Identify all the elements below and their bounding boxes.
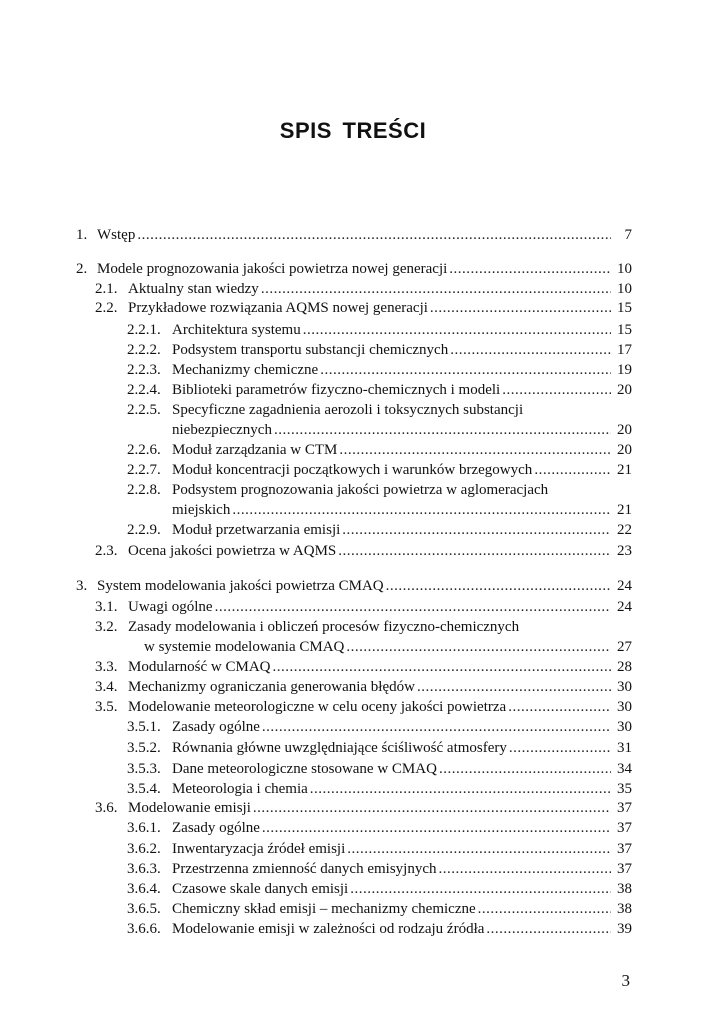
toc-entry-page: 38 [617, 881, 632, 897]
toc-entry-title: Wstęp [97, 227, 136, 243]
toc-entry[interactable] [172, 360, 632, 380]
toc-entry-number: 2.2.5. [127, 402, 161, 418]
toc-entry-title: Podsystem transportu substancji chemicznych [172, 342, 449, 358]
toc-entry-number: 3.5.2. [127, 740, 161, 756]
toc-entry-title: Inwentaryzacja źródeł emisji [172, 841, 346, 857]
toc-entry[interactable] [128, 657, 632, 677]
toc-entry[interactable] [97, 259, 632, 279]
toc-entry-number: 2.1. [95, 281, 118, 297]
toc-entry[interactable] [172, 717, 632, 737]
toc-entry-title: Równania główne uwzględniające ściśliwość atmosfery [172, 740, 507, 756]
toc-entry-page: 20 [617, 382, 632, 398]
toc-entry-page: 17 [617, 342, 632, 358]
toc-entry-title: Modelowanie emisji [128, 800, 251, 816]
toc-entry-page: 28 [617, 659, 632, 675]
toc-entry-title: Modele prognozowania jakości powietrza nowej generacji [97, 261, 448, 277]
toc-entry-number: 2. [76, 261, 88, 277]
toc-entry-title: Zasady ogólne [172, 820, 260, 836]
dot-leader [350, 879, 611, 899]
toc-entry-title: Dane meteorologiczne stosowane w CMAQ [172, 761, 437, 777]
toc-entry[interactable] [172, 859, 632, 879]
page-number: 3 [621, 971, 630, 990]
toc-entry-page: 24 [617, 599, 632, 615]
toc-entry-number: 3.4. [95, 679, 118, 695]
dot-leader [449, 259, 611, 279]
toc-entry-page: 30 [617, 679, 632, 695]
toc-entry[interactable] [128, 697, 632, 717]
toc-entry-page: 23 [617, 543, 632, 559]
toc-entry-page: 35 [617, 781, 632, 797]
dot-leader [303, 320, 611, 340]
toc-entry-title: Moduł przetwarzania emisji [172, 522, 341, 538]
dot-leader [502, 380, 611, 400]
toc-entry-title: Modelowanie meteorologiczne w celu oceny jakości powietrza [128, 699, 507, 715]
toc-entry[interactable] [144, 637, 632, 657]
toc-entry-title: Modularność w CMAQ [128, 659, 271, 675]
toc-entry[interactable] [128, 279, 632, 299]
dot-leader [450, 340, 611, 360]
toc-entry-title: Meteorologia i chemia [172, 781, 308, 797]
toc-entry-page: 20 [617, 422, 632, 438]
toc-entry-title: Mechanizmy chemiczne [172, 362, 319, 378]
toc-entry-title-continued: miejskich [172, 502, 231, 518]
toc-entry-title-continued: w systemie modelowania CMAQ [144, 639, 345, 655]
toc-entry[interactable] [172, 460, 632, 480]
toc-entry-title: Chemiczny skład emisji – mechanizmy chemiczne [172, 901, 476, 917]
toc-entry-page: 30 [617, 719, 632, 735]
toc-entry-title: Podsystem prognozowania jakości powietrza w aglomeracjach [172, 482, 549, 498]
dot-leader [137, 225, 611, 245]
dot-leader [339, 440, 611, 460]
toc-entry-number: 3.2. [95, 619, 118, 635]
toc-entry[interactable] [128, 541, 632, 561]
toc-entry[interactable] [172, 520, 632, 540]
toc-entry-page: 27 [617, 639, 632, 655]
dot-leader [261, 279, 611, 299]
toc-entry-title: Specyficzne zagadnienia aerozoli i toksycznych substancji [172, 402, 524, 418]
toc-entry-page: 21 [617, 462, 632, 478]
toc-entry[interactable] [172, 738, 632, 758]
toc-entry-number: 2.2.1. [127, 322, 161, 338]
toc-entry-page: 37 [617, 861, 632, 877]
toc-entry-number: 3.6.5. [127, 901, 161, 917]
toc-entry-number: 2.2. [95, 300, 118, 316]
toc-entry-page: 15 [617, 322, 632, 338]
dot-leader [342, 520, 611, 540]
toc-entry-title: Modelowanie emisji w zależności od rodzaju źródła [172, 921, 485, 937]
toc-entry[interactable] [172, 779, 632, 799]
toc-entry[interactable] [172, 839, 632, 859]
toc-entry-title-continued: niebezpiecznych [172, 422, 272, 438]
toc-entry[interactable] [172, 320, 632, 340]
toc-entry-page: 37 [617, 800, 632, 816]
toc-entry-title: Uwagi ogólne [128, 599, 213, 615]
toc-entry-number: 3.5. [95, 699, 118, 715]
dot-leader [338, 541, 611, 561]
dot-leader [478, 899, 611, 919]
toc-entry-number: 2.2.6. [127, 442, 161, 458]
dot-leader [430, 298, 611, 318]
toc-entry-line1 [172, 400, 632, 420]
toc-entry[interactable] [97, 225, 632, 245]
dot-leader [262, 818, 611, 838]
dot-leader [439, 859, 612, 879]
dot-leader [386, 576, 611, 596]
toc-entry[interactable] [97, 576, 632, 596]
toc-entry[interactable] [128, 298, 632, 318]
toc-entry-number: 2.2.7. [127, 462, 161, 478]
toc-entry-number: 2.2.9. [127, 522, 161, 538]
toc-entry-number: 2.3. [95, 543, 118, 559]
dot-leader [486, 919, 611, 939]
toc-entry[interactable] [172, 340, 632, 360]
toc-entry-title: Przykładowe rozwiązania AQMS nowej generacji [128, 300, 428, 316]
dot-leader [253, 798, 611, 818]
toc-entry-number: 3. [76, 578, 88, 594]
toc-entry-number: 3.6.3. [127, 861, 161, 877]
toc-entry-number: 2.2.8. [127, 482, 161, 498]
dot-leader [534, 460, 611, 480]
toc-entry-number: 3.6. [95, 800, 118, 816]
toc-entry-title: Mechanizmy ograniczania generowania błędów [128, 679, 415, 695]
toc-entry-title: Czasowe skale danych emisji [172, 881, 349, 897]
toc-entry-title: System modelowania jakości powietrza CMAQ [97, 578, 384, 594]
dot-leader [215, 597, 611, 617]
toc-entry-line1 [128, 617, 632, 637]
toc-entry-number: 2.2.4. [127, 382, 161, 398]
toc-entry-number: 3.6.6. [127, 921, 161, 937]
toc-entry[interactable] [172, 380, 632, 400]
toc-entry[interactable] [172, 818, 632, 838]
toc-entry-page: 34 [617, 761, 632, 777]
toc-entry-number: 3.6.4. [127, 881, 161, 897]
toc-entry[interactable] [172, 440, 632, 460]
toc-entry-page: 20 [617, 442, 632, 458]
toc-entry-title: Moduł zarządzania w CTM [172, 442, 338, 458]
toc-entry-page: 30 [617, 699, 632, 715]
toc-entry-page: 15 [617, 300, 632, 316]
toc-entry[interactable] [172, 919, 632, 939]
dot-leader [310, 779, 611, 799]
toc-entry-number: 3.3. [95, 659, 118, 675]
dot-leader [417, 677, 611, 697]
toc-entry-title: Zasady modelowania i obliczeń procesów fizyczno-chemicznych [128, 619, 520, 635]
dot-leader [274, 420, 611, 440]
toc-entry[interactable] [128, 798, 632, 818]
toc-entry-number: 3.5.1. [127, 719, 161, 735]
toc-entry-page: 39 [617, 921, 632, 937]
toc-entry-number: 2.2.2. [127, 342, 161, 358]
toc-entry-page: 31 [617, 740, 632, 756]
dot-leader [509, 738, 611, 758]
toc-entry[interactable] [128, 597, 632, 617]
toc-entry-title: Zasady ogólne [172, 719, 260, 735]
toc-entry-title: Ocena jakości powietrza w AQMS [128, 543, 337, 559]
toc-entry-number: 3.5.3. [127, 761, 161, 777]
toc-entry-number: 3.1. [95, 599, 118, 615]
toc-entry-title: Aktualny stan wiedzy [128, 281, 259, 297]
dot-leader [232, 500, 611, 520]
toc-entry-page: 10 [617, 281, 632, 297]
page-title: SPIS TREŚCI [279, 118, 427, 143]
toc-entry-number: 3.6.2. [127, 841, 161, 857]
toc-entry-number: 3.5.4. [127, 781, 161, 797]
toc-entry[interactable] [172, 500, 632, 520]
toc-entry-page: 7 [624, 227, 632, 243]
dot-leader [439, 759, 611, 779]
toc-entry-line1 [172, 480, 632, 500]
toc-entry-page: 21 [617, 502, 632, 518]
toc-entry-page: 22 [617, 522, 632, 538]
toc-entry[interactable] [172, 759, 632, 779]
toc-entry[interactable] [172, 879, 632, 899]
dot-leader [320, 360, 611, 380]
toc-entry-number: 3.6.1. [127, 820, 161, 836]
dot-leader [273, 657, 612, 677]
toc-entry[interactable] [172, 420, 632, 440]
toc-entry[interactable] [128, 677, 632, 697]
dot-leader [508, 697, 611, 717]
toc-entry-title: Moduł koncentracji początkowych i warunków brzegowych [172, 462, 533, 478]
toc-entry-number: 1. [76, 227, 88, 243]
toc-entry-number: 2.2.3. [127, 362, 161, 378]
dot-leader [262, 717, 611, 737]
toc-entry-page: 10 [617, 261, 632, 277]
toc-entry-title: Przestrzenna zmienność danych emisyjnych [172, 861, 437, 877]
toc-entry-page: 37 [617, 841, 632, 857]
toc-entry-page: 37 [617, 820, 632, 836]
toc-entry-title: Architektura systemu [172, 322, 301, 338]
dot-leader [346, 637, 611, 657]
toc-entry-page: 24 [617, 578, 632, 594]
toc-entry-title: Biblioteki parametrów fizyczno-chemicznych i modeli [172, 382, 501, 398]
toc-entry-page: 38 [617, 901, 632, 917]
dot-leader [347, 839, 611, 859]
toc-entry-page: 19 [617, 362, 632, 378]
toc-entry[interactable] [172, 899, 632, 919]
